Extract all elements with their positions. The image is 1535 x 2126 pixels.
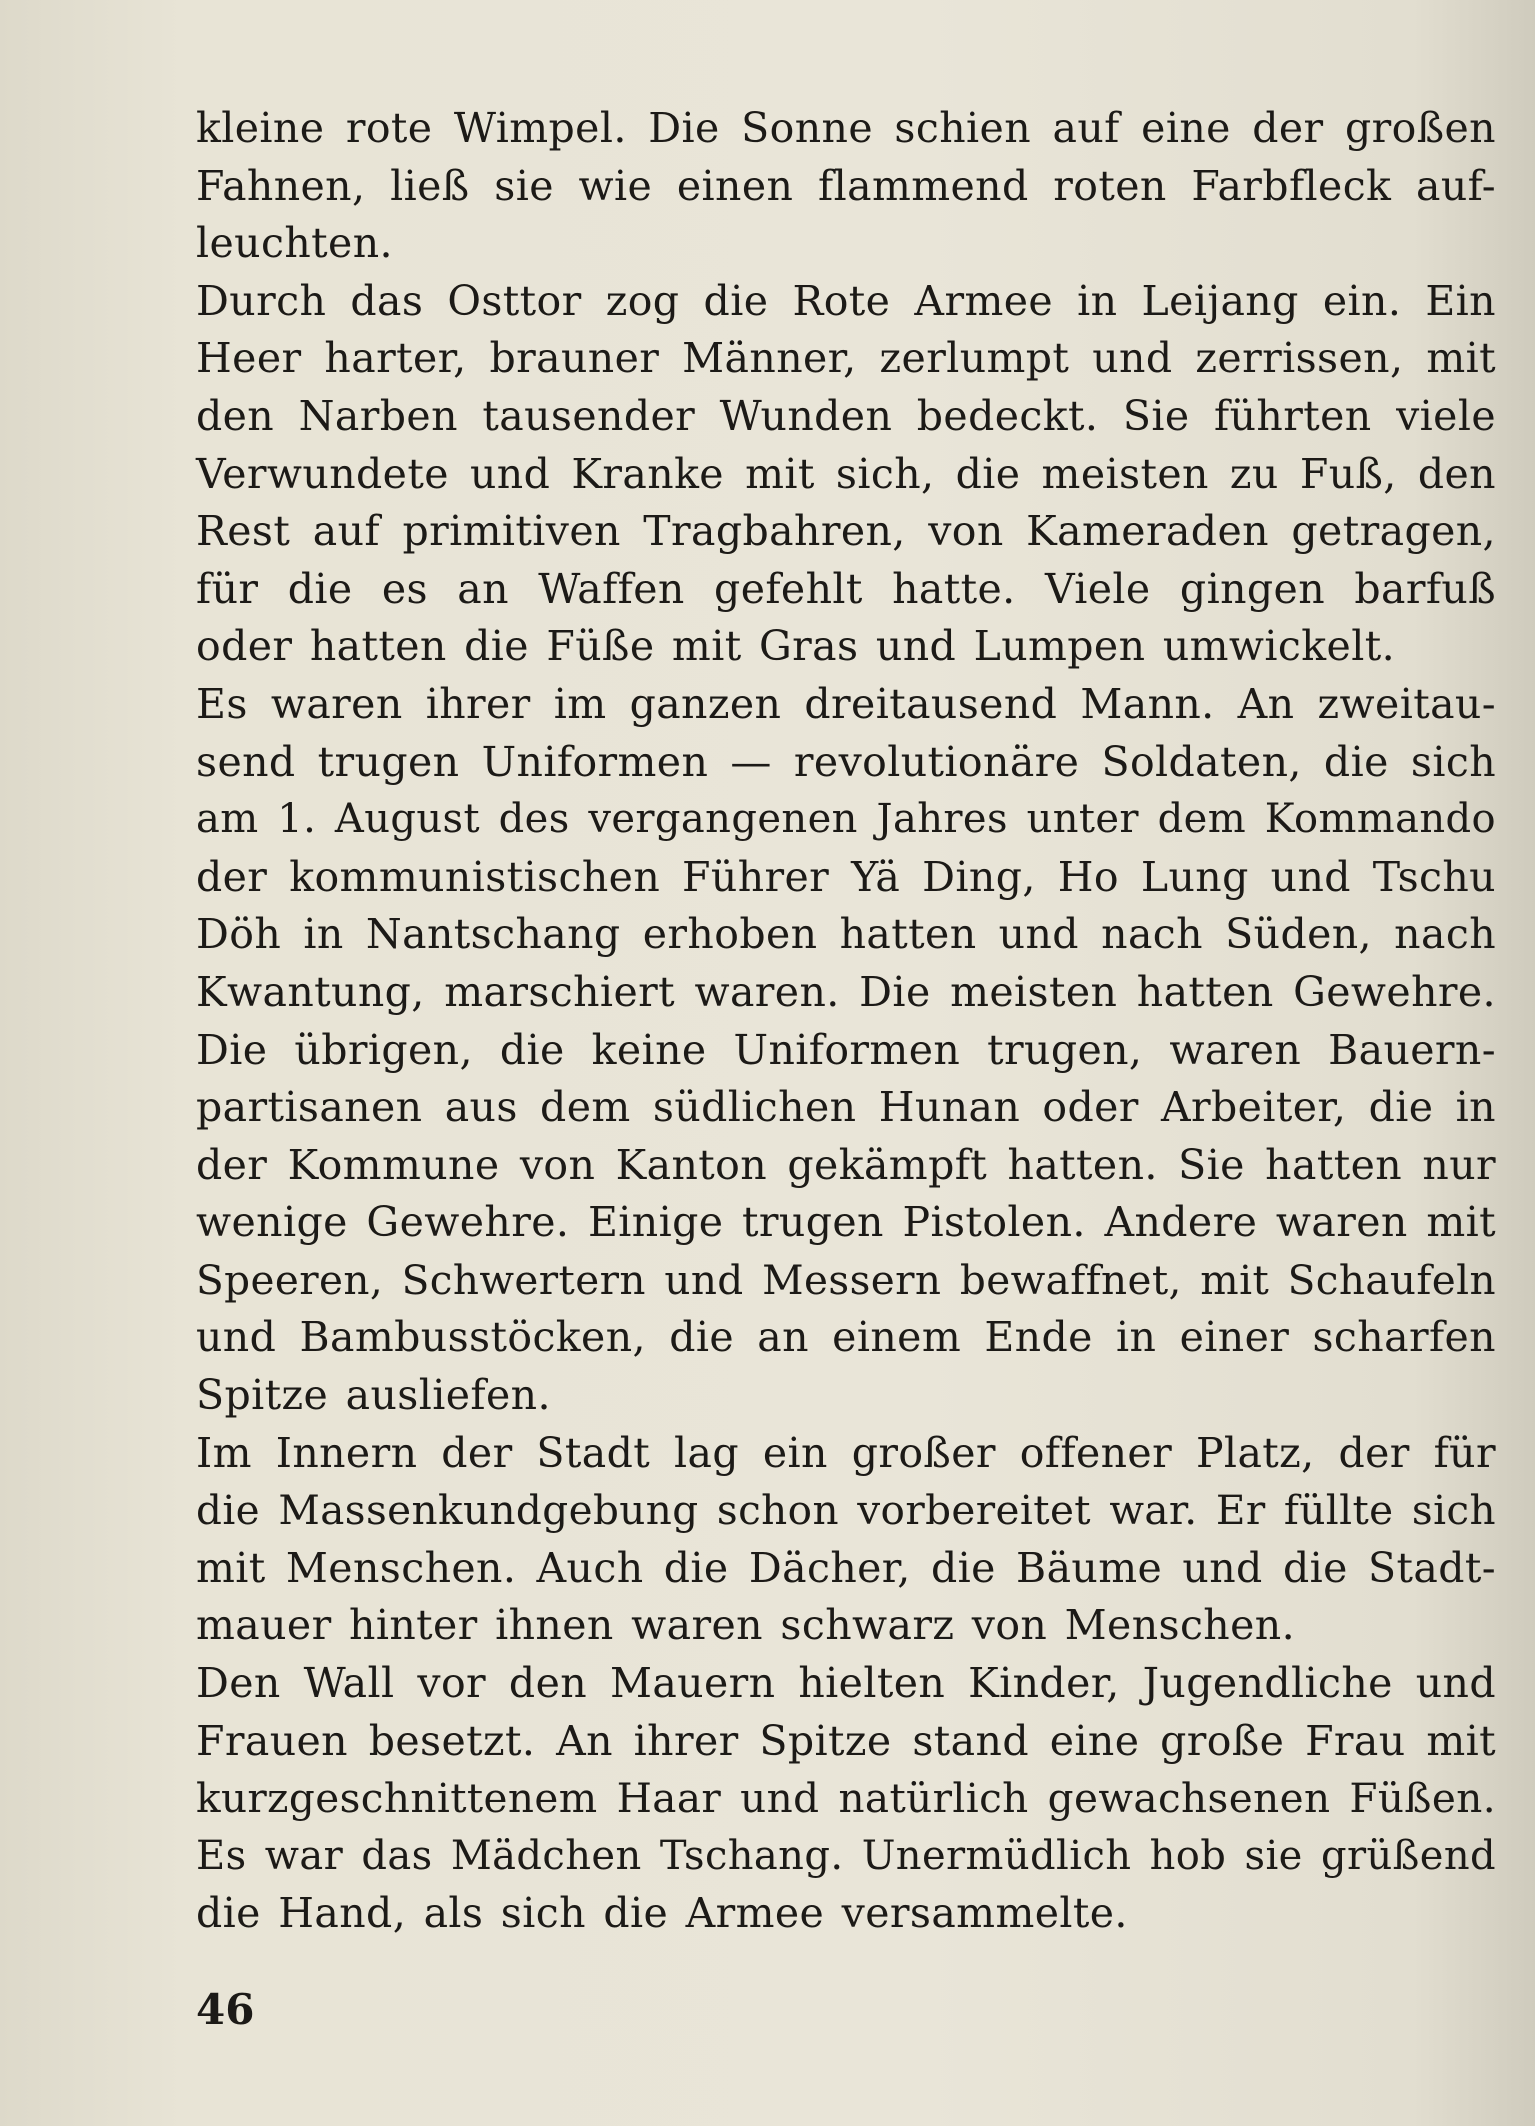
text-line: mauer hinter ihnen waren schwarz von Menschen.	[196, 1601, 1296, 1650]
text-line: Im Innern der Stadt lag ein großer offener Platz, der für	[196, 1428, 1496, 1477]
text-line: Es waren ihrer im ganzen dreitausend Mann. An zweitau-	[196, 679, 1496, 728]
text-line: Spitze ausliefen.	[196, 1371, 551, 1420]
text-line: Heer harter, brauner Männer, zerlumpt und zerrissen, mit	[196, 334, 1496, 383]
text-line: Fahnen, ließ sie wie einen flammend roten Farbfleck auf-	[196, 161, 1496, 210]
text-line: Rest auf primitiven Tragbahren, von Kameraden getragen,	[196, 507, 1496, 556]
text-line: am 1. August des vergangenen Jahres unter dem Kommando	[196, 796, 1496, 843]
text-line: send trugen Uniformen — revolutionäre Soldaten, die sich	[196, 737, 1496, 786]
text-line: die Hand, als sich die Armee versammelte.	[196, 1889, 1128, 1938]
text-line: Frauen besetzt. An ihrer Spitze stand eine große Frau mit	[196, 1716, 1496, 1765]
page-number: 46	[196, 1985, 255, 2034]
text-line: kurzgeschnittenem Haar und natürlich gewachsenen Füßen.	[196, 1774, 1496, 1823]
text-line: für die es an Waffen gefehlt hatte. Viele gingen barfuß	[196, 564, 1496, 613]
text-line: Die übrigen, die keine Uniformen trugen, waren Bauern-	[196, 1025, 1496, 1074]
text-line: den Narben tausender Wunden bedeckt. Sie führten viele	[196, 391, 1496, 440]
text-line: Den Wall vor den Mauern hielten Kinder, Jugendliche und	[196, 1659, 1496, 1708]
text-line: wenige Gewehre. Einige trugen Pistolen. Andere waren mit	[196, 1198, 1496, 1247]
text-line: Döh in Nantschang erhoben hatten und nach Süden, nach	[196, 910, 1496, 959]
text-line: der Kommune von Kanton gekämpft hatten. Sie hatten nur	[196, 1140, 1496, 1189]
text-line: Verwundete und Kranke mit sich, die meisten zu Fuß, den	[196, 449, 1496, 498]
text-line: leuchten.	[196, 219, 393, 268]
text-line: die Massenkundgebung schon vorbereitet war. Er füllte sich	[196, 1486, 1496, 1535]
text-line: Durch das Osttor zog die Rote Armee in Leijang ein. Ein	[196, 276, 1496, 325]
text-line: partisanen aus dem südlichen Hunan oder Arbeiter, die in	[196, 1083, 1496, 1132]
text-line: der kommunistischen Führer Yä Ding, Ho Lung und Tschu	[196, 852, 1496, 901]
body-text	[196, 100, 1496, 1943]
text-line: kleine rote Wimpel. Die Sonne schien auf eine der großen	[196, 104, 1496, 152]
text-line: Kwantung, marschiert waren. Die meisten hatten Gewehre.	[196, 967, 1496, 1016]
text-line: Speeren, Schwertern und Messern bewaffnet, mit Schaufeln	[196, 1255, 1496, 1304]
text-line: Es war das Mädchen Tschang. Unermüdlich hob sie grüßend	[196, 1832, 1496, 1879]
text-line: oder hatten die Füße mit Gras und Lumpen umwickelt.	[196, 622, 1396, 671]
text-line: und Bambusstöcken, die an einem Ende in einer scharfen	[196, 1313, 1496, 1362]
text-line: mit Menschen. Auch die Dächer, die Bäume und die Stadt-	[196, 1543, 1496, 1592]
